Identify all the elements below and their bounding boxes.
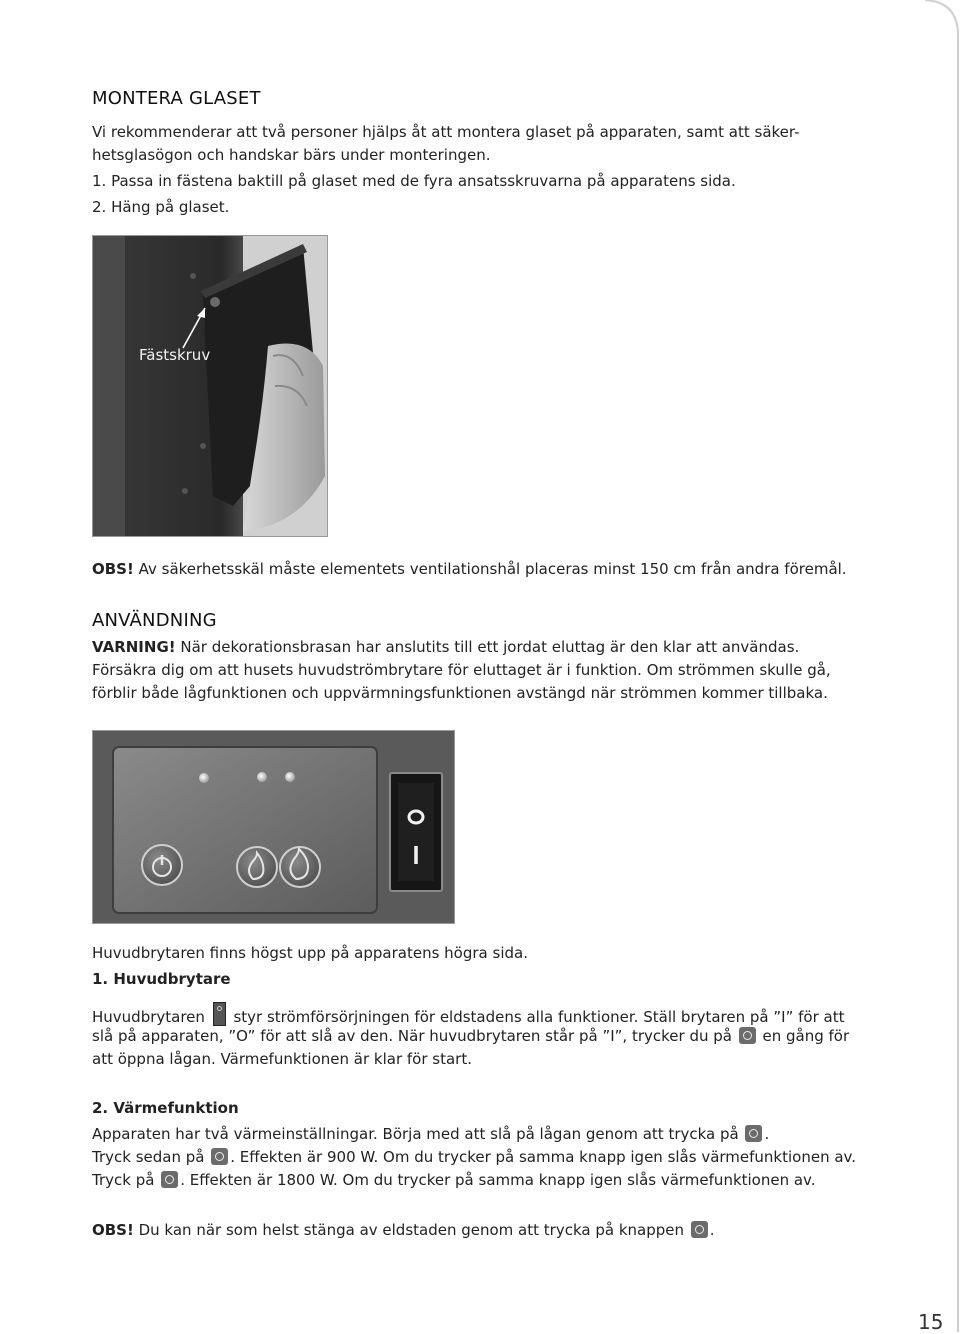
heat-text-a: Apparaten har två värmeinställningar. Börja med att slå på lågan genom att trycka på — [92, 1125, 744, 1143]
power-button-icon — [745, 1125, 762, 1142]
section-title-anvandning: ANVÄNDNING — [92, 610, 217, 631]
heat-line-3 — [92, 1169, 816, 1192]
obs-label: OBS! — [92, 560, 134, 578]
usage-line-3: förblir både lågfunktionen och uppvärmningsfunktionen avstängd när strömmen kommer tillbaka. — [92, 684, 828, 702]
warning-label: VARNING! — [92, 638, 176, 656]
obs-note-shutdown — [92, 1219, 715, 1242]
obs-text-2-end: . — [709, 1221, 715, 1239]
heat-text-e: Tryck på — [92, 1171, 160, 1189]
main-switch-line-2 — [92, 1025, 849, 1048]
heat-text-d: . Effekten är 900 W. Om du trycker på samma knapp igen slås värmefunktionen av. — [230, 1148, 857, 1166]
intro-line-1: Vi rekommenderar att två personer hjälps åt att montera glaset på apparaten, samt att säker- — [92, 123, 800, 141]
power-button-icon — [739, 1027, 756, 1044]
power-button-icon — [691, 1221, 708, 1238]
flame-low-button-icon — [211, 1148, 228, 1165]
page-number: 15 — [918, 1310, 944, 1334]
obs-text-2: Du kan när som helst stänga av eldstaden genom att trycka på knappen — [133, 1221, 689, 1239]
main-switch-text-c: slå på apparaten, ”O” för att slå av den. När huvudbrytaren står på ”I”, trycker du på — [92, 1027, 737, 1045]
heat-line-1 — [92, 1123, 769, 1146]
main-switch-line-3: att öppna lågan. Värmefunktionen är klar för start. — [92, 1050, 472, 1068]
obs-label-2: OBS! — [92, 1221, 134, 1239]
photo-label-fastskruv: Fästskruv — [139, 346, 211, 364]
main-switch-text-b: styr strömförsörjningen för eldstadens alla funktioner. Ställ brytaren på ”I” för att — [228, 1008, 845, 1026]
warning-line — [92, 636, 799, 659]
section-title-montera: MONTERA GLASET — [92, 88, 261, 109]
obs-note-ventilation — [92, 558, 847, 581]
main-switch-location: Huvudbrytaren finns högst upp på apparatens högra sida. — [92, 944, 528, 962]
step-1: 1. Passa in fästena baktill på glaset med de fyra ansatsskruvarna på apparatens sida. — [92, 172, 736, 190]
flame-high-button-icon — [161, 1171, 178, 1188]
heat-text-f: . Effekten är 1800 W. Om du trycker på samma knapp igen slås värmefunktionen av. — [180, 1171, 816, 1189]
glass-mounting-photo — [92, 235, 328, 537]
usage-line-2: Försäkra dig om att husets huvudströmbrytare för eluttaget är i funktion. Om strömmen skulle gå, — [92, 661, 831, 679]
heat-heading: 2. Värmefunktion — [92, 1099, 239, 1117]
control-panel-photo — [92, 730, 455, 924]
warning-text: När dekorationsbrasan har anslutits till ett jordat eluttag är den klar att användas. — [175, 638, 800, 656]
main-switch-text-d: en gång för — [757, 1027, 850, 1045]
heat-text-b: . — [764, 1125, 770, 1143]
intro-line-2: hetsglasögon och handskar bärs under monteringen. — [92, 146, 491, 164]
main-switch-heading: 1. Huvudbrytare — [92, 970, 231, 988]
heat-line-2 — [92, 1146, 856, 1169]
rocker-switch-icon — [213, 1002, 226, 1026]
obs-text: Av säkerhetsskäl måste elementets ventilationshål placeras minst 150 cm från andra föremål. — [133, 560, 847, 578]
heat-text-c: Tryck sedan på — [92, 1148, 210, 1166]
step-2: 2. Häng på glaset. — [92, 198, 230, 216]
main-switch-text-a: Huvudbrytaren — [92, 1008, 210, 1026]
